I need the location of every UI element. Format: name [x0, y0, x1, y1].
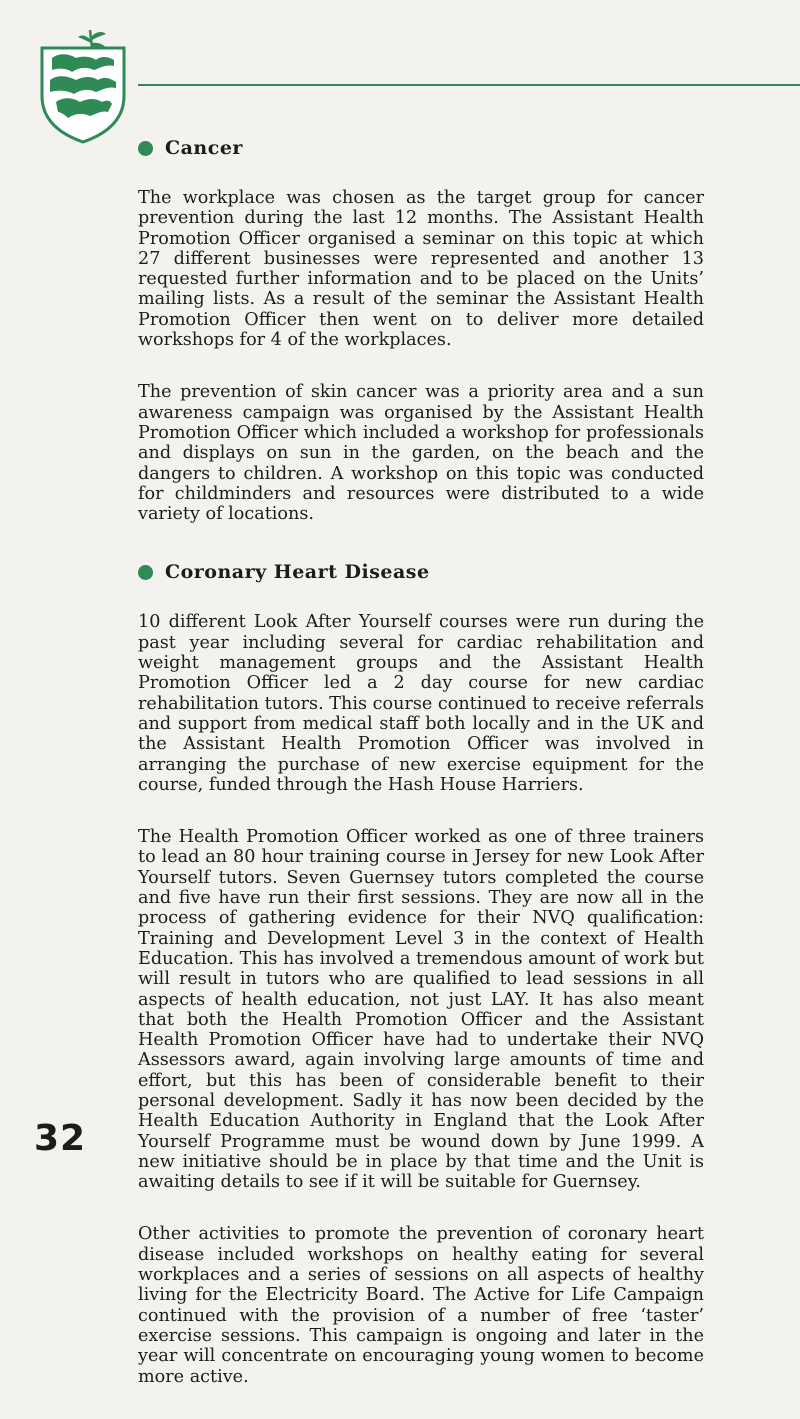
section-heading-coronary-heart-disease	[138, 556, 704, 588]
section-heading-cancer	[138, 132, 704, 164]
page-number: 32	[34, 1118, 87, 1159]
paragraph: Other activities to promote the prevention of coronary heart disease included workshops on healthy eating for several workplaces and a series of sessions on all aspects of healthy living for the Electricity Board. The Active for Life Campaign continued with the provision of a number of free ‘taster’ exercise sessions. This campaign is ongoing and later in the year will concentrate on encouraging young women to become more active.	[138, 1224, 704, 1387]
bullet-icon	[138, 565, 153, 580]
paragraph: The Health Promotion Officer worked as one of three trainers to lead an 80 hour training course in Jersey for new Look After Yourself tutors. Seven Guernsey tutors completed the course and five have run their first sessions. They are now all in the process of gathering evidence for their NVQ qualification: Training and Development Level 3 in the context of Health Education. This has involved a tremendous amount of work but will result in tutors who are qualified to lead sessions in all aspects of health education, not just LAY. It has also meant that both the Health Promotion Officer and the Assistant Health Promotion Officer have had to undertake their NVQ Assessors award, again involving large amounts of time and effort, but this has been of considerable benefit to their personal development. Sadly it has now been decided by the Health Education Authority in England that the Look After Yourself Programme must be wound down by June 1999. A new initiative should be in place by that time and the Unit is awaiting details to see if it will be suitable for Guernsey.	[138, 827, 704, 1193]
bullet-icon	[138, 141, 153, 156]
paragraph: 10 different Look After Yourself courses were run during the past year including several for cardiac rehabilitation and weight management groups and the Assistant Health Promotion Officer led a 2 day course for new cardiac rehabilitation tutors. This course continued to receive referrals and support from medical staff both locally and in the UK and the Assistant Health Promotion Officer was involved in arranging the purchase of new exercise equipment for the course, funded through the Hash House Harriers.	[138, 612, 704, 795]
section-heading-text: Cancer	[165, 137, 243, 159]
header-rule	[138, 84, 800, 86]
section-heading-text: Coronary Heart Disease	[165, 561, 430, 584]
paragraph: The prevention of skin cancer was a priority area and a sun awareness campaign was organised by the Assistant Health Promotion Officer which included a workshop for professionals and displays on sun in the garden, on the beach and the dangers to children. A workshop on this topic was conducted for childminders and resources were distributed to a wide variety of locations.	[138, 382, 704, 525]
guernsey-crest-icon	[36, 26, 128, 144]
paragraph: The workplace was chosen as the target group for cancer prevention during the last 12 months. The Assistant Health Promotion Officer organised a seminar on this topic at which 27 different businesses were represented and another 13 requested further information and to be placed on the Units’ mailing lists. As a result of the seminar the Assistant Health Promotion Officer then went on to deliver more detailed workshops for 4 of the workplaces.	[138, 188, 704, 351]
page-content	[138, 132, 704, 1419]
